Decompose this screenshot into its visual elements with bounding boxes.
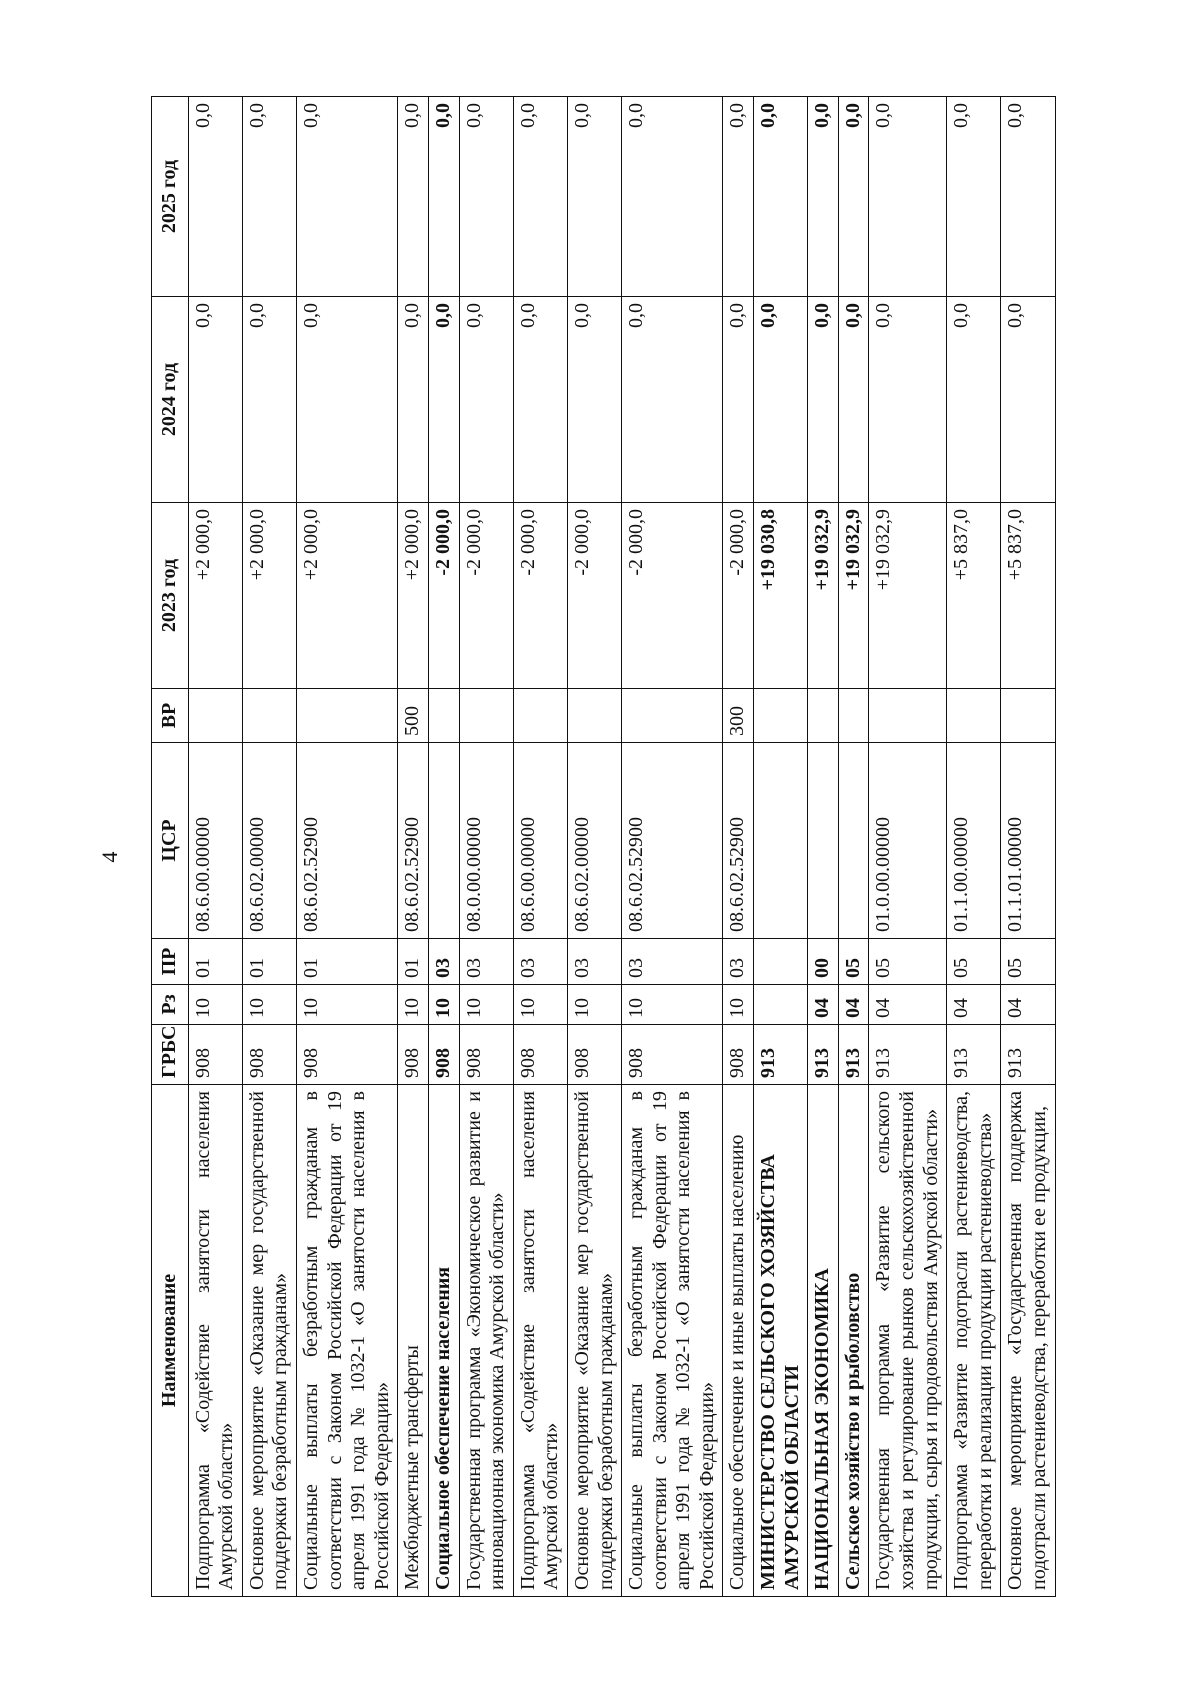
cell-2024: 0,0 [869,297,947,503]
cell-vr: 500 [398,689,429,743]
cell-name: Основное мероприятие «Оказание мер государственной поддержки безработным гражданам» [242,1085,296,1597]
cell-2023: -2 000,0 [513,503,567,689]
cell-pr: 01 [188,939,242,985]
cell-2024: 0,0 [754,297,808,503]
cell-name: Подпрограмма «Содействие занятости населения Амурской области» [513,1085,567,1597]
cell-rz: 10 [723,985,754,1025]
cell-vr [1001,689,1055,743]
cell-grbs: 913 [869,1025,947,1085]
cell-csr: 08.6.02.00000 [242,743,296,939]
cell-vr [459,689,513,743]
cell-vr [242,689,296,743]
table-header-row [152,97,189,1597]
cell-csr: 08.6.00.00000 [188,743,242,939]
cell-rz: 04 [947,985,1001,1025]
cell-csr: 08.0.00.00000 [459,743,513,939]
cell-2024: 0,0 [428,297,459,503]
cell-grbs: 908 [428,1025,459,1085]
table-row [808,97,839,1597]
cell-csr [808,743,839,939]
cell-grbs: 913 [754,1025,808,1085]
cell-rz [754,985,808,1025]
cell-2023: -2 000,0 [459,503,513,689]
cell-name: НАЦИОНАЛЬНАЯ ЭКОНОМИКА [808,1085,839,1597]
table-row [947,97,1001,1597]
cell-vr [513,689,567,743]
header-grbs: ГРБС [152,1025,189,1085]
cell-2024: 0,0 [188,297,242,503]
cell-grbs: 913 [808,1025,839,1085]
cell-vr [808,689,839,743]
cell-2025: 0,0 [428,97,459,297]
cell-csr: 08.6.02.52900 [622,743,723,939]
table-row [296,97,397,1597]
cell-grbs: 913 [838,1025,869,1085]
cell-2023: -2 000,0 [622,503,723,689]
cell-grbs: 913 [1001,1025,1055,1085]
table-row [567,97,621,1597]
cell-vr [869,689,947,743]
table-row [622,97,723,1597]
table-row [242,97,296,1597]
cell-name: Государственная программа «Развитие сельского хозяйства и регулирование рынков сельскохозяйственной продукции, сырья и продовольствия Амурской области» [869,1085,947,1597]
cell-2023: +5 837,0 [947,503,1001,689]
cell-2025: 0,0 [947,97,1001,297]
cell-rz: 10 [242,985,296,1025]
cell-2023: +19 030,8 [754,503,808,689]
table-row [188,97,242,1597]
cell-2025: 0,0 [838,97,869,297]
cell-2023: -2 000,0 [428,503,459,689]
cell-pr: 03 [428,939,459,985]
cell-2023: -2 000,0 [723,503,754,689]
cell-vr: 300 [723,689,754,743]
cell-pr: 03 [723,939,754,985]
cell-2025: 0,0 [869,97,947,297]
cell-2025: 0,0 [622,97,723,297]
cell-2025: 0,0 [459,97,513,297]
cell-pr: 01 [242,939,296,985]
cell-2023: +5 837,0 [1001,503,1055,689]
cell-csr: 01.1.00.00000 [947,743,1001,939]
table-row [723,97,754,1597]
cell-2024: 0,0 [513,297,567,503]
cell-rz: 10 [567,985,621,1025]
cell-name: Социальные выплаты безработным гражданам в соответствии с Законом Российской Федерации от 19 апреля 1991 года № 1032-1 «О занятости населения в Российской Федерации» [622,1085,723,1597]
cell-name: МИНИСТЕРСТВО СЕЛЬСКОГО ХОЗЯЙСТВА АМУРСКОЙ ОБЛАСТИ [754,1085,808,1597]
cell-vr [838,689,869,743]
cell-pr [754,939,808,985]
cell-pr: 03 [513,939,567,985]
cell-name: Подпрограмма «Содействие занятости населения Амурской области» [188,1085,242,1597]
cell-2024: 0,0 [1001,297,1055,503]
cell-rz: 04 [869,985,947,1025]
cell-2025: 0,0 [723,97,754,297]
cell-pr: 00 [808,939,839,985]
cell-csr: 01.1.01.00000 [1001,743,1055,939]
cell-csr: 08.6.02.52900 [296,743,397,939]
header-csr: ЦСР [152,743,189,939]
cell-2025: 0,0 [754,97,808,297]
cell-name: Межбюджетные трансферты [398,1085,429,1597]
table-row [1001,97,1055,1597]
cell-pr: 03 [459,939,513,985]
header-2024: 2024 год [152,297,189,503]
cell-2025: 0,0 [567,97,621,297]
cell-2024: 0,0 [242,297,296,503]
cell-rz: 10 [398,985,429,1025]
cell-vr [296,689,397,743]
table-row [754,97,808,1597]
cell-2023: +19 032,9 [808,503,839,689]
rotated-table-page [151,97,1073,1597]
cell-2025: 0,0 [808,97,839,297]
table-row [513,97,567,1597]
cell-name: Государственная программа «Экономическое развитие и инновационная экономика Амурской области» [459,1085,513,1597]
cell-csr: 08.6.02.00000 [567,743,621,939]
cell-name: Сельское хозяйство и рыболовство [838,1085,869,1597]
cell-rz: 10 [513,985,567,1025]
cell-grbs: 908 [567,1025,621,1085]
header-name: Наименование [152,1085,189,1597]
cell-2025: 0,0 [296,97,397,297]
cell-rz: 10 [459,985,513,1025]
cell-grbs: 908 [398,1025,429,1085]
cell-2025: 0,0 [242,97,296,297]
table-row [838,97,869,1597]
cell-name: Основное мероприятие «Оказание мер государственной поддержки безработным гражданам» [567,1085,621,1597]
cell-csr: 08.6.02.52900 [723,743,754,939]
header-pr: ПР [152,939,189,985]
cell-csr [754,743,808,939]
cell-pr: 03 [567,939,621,985]
header-2023: 2023 год [152,503,189,689]
table-row [398,97,429,1597]
cell-2023: +19 032,9 [869,503,947,689]
cell-vr [567,689,621,743]
cell-rz: 10 [622,985,723,1025]
header-rz: Рз [152,985,189,1025]
cell-2023: +2 000,0 [398,503,429,689]
cell-2023: -2 000,0 [567,503,621,689]
cell-csr [428,743,459,939]
cell-rz: 04 [1001,985,1055,1025]
cell-2025: 0,0 [398,97,429,297]
cell-name: Социальное обеспечение и иные выплаты населению [723,1085,754,1597]
cell-rz: 10 [296,985,397,1025]
cell-csr [838,743,869,939]
cell-2024: 0,0 [296,297,397,503]
cell-2025: 0,0 [1001,97,1055,297]
cell-pr: 05 [869,939,947,985]
cell-pr: 05 [838,939,869,985]
cell-csr: 01.0.00.00000 [869,743,947,939]
cell-2023: +2 000,0 [242,503,296,689]
table-row [459,97,513,1597]
cell-pr: 05 [1001,939,1055,985]
cell-rz: 04 [838,985,869,1025]
cell-vr [428,689,459,743]
page-number: 4 [97,851,122,863]
cell-name: Подпрограмма «Развитие подотрасли растениеводства, переработки и реализации продукции растениеводства» [947,1085,1001,1597]
cell-pr: 01 [296,939,397,985]
cell-2024: 0,0 [398,297,429,503]
cell-2024: 0,0 [459,297,513,503]
cell-2024: 0,0 [838,297,869,503]
cell-2023: +19 032,9 [838,503,869,689]
cell-grbs: 908 [513,1025,567,1085]
cell-csr: 08.6.00.00000 [513,743,567,939]
cell-name: Основное мероприятие «Государственная поддержка подотрасли растениеводства, переработки ее продукции, [1001,1085,1055,1597]
header-vr: ВР [152,689,189,743]
cell-grbs: 913 [947,1025,1001,1085]
cell-rz: 10 [428,985,459,1025]
cell-vr [754,689,808,743]
cell-2025: 0,0 [513,97,567,297]
cell-2024: 0,0 [808,297,839,503]
cell-2025: 0,0 [188,97,242,297]
cell-name: Социальные выплаты безработным гражданам в соответствии с Законом Российской Федерации от 19 апреля 1991 года № 1032-1 «О занятости населения в Российской Федерации» [296,1085,397,1597]
table-row [869,97,947,1597]
cell-name: Социальное обеспечение населения [428,1085,459,1597]
cell-csr: 08.6.02.52900 [398,743,429,939]
table-body [188,97,1055,1597]
cell-2023: +2 000,0 [296,503,397,689]
cell-grbs: 908 [459,1025,513,1085]
cell-grbs: 908 [622,1025,723,1085]
cell-pr: 05 [947,939,1001,985]
cell-grbs: 908 [296,1025,397,1085]
cell-grbs: 908 [188,1025,242,1085]
cell-2024: 0,0 [567,297,621,503]
cell-vr [947,689,1001,743]
cell-rz: 10 [188,985,242,1025]
budget-table [151,96,1056,1597]
cell-grbs: 908 [242,1025,296,1085]
table-row [428,97,459,1597]
cell-pr: 01 [398,939,429,985]
header-2025: 2025 год [152,97,189,297]
cell-2024: 0,0 [622,297,723,503]
cell-pr: 03 [622,939,723,985]
cell-rz: 04 [808,985,839,1025]
cell-vr [188,689,242,743]
cell-2024: 0,0 [947,297,1001,503]
cell-2023: +2 000,0 [188,503,242,689]
cell-vr [622,689,723,743]
cell-grbs: 908 [723,1025,754,1085]
cell-2024: 0,0 [723,297,754,503]
